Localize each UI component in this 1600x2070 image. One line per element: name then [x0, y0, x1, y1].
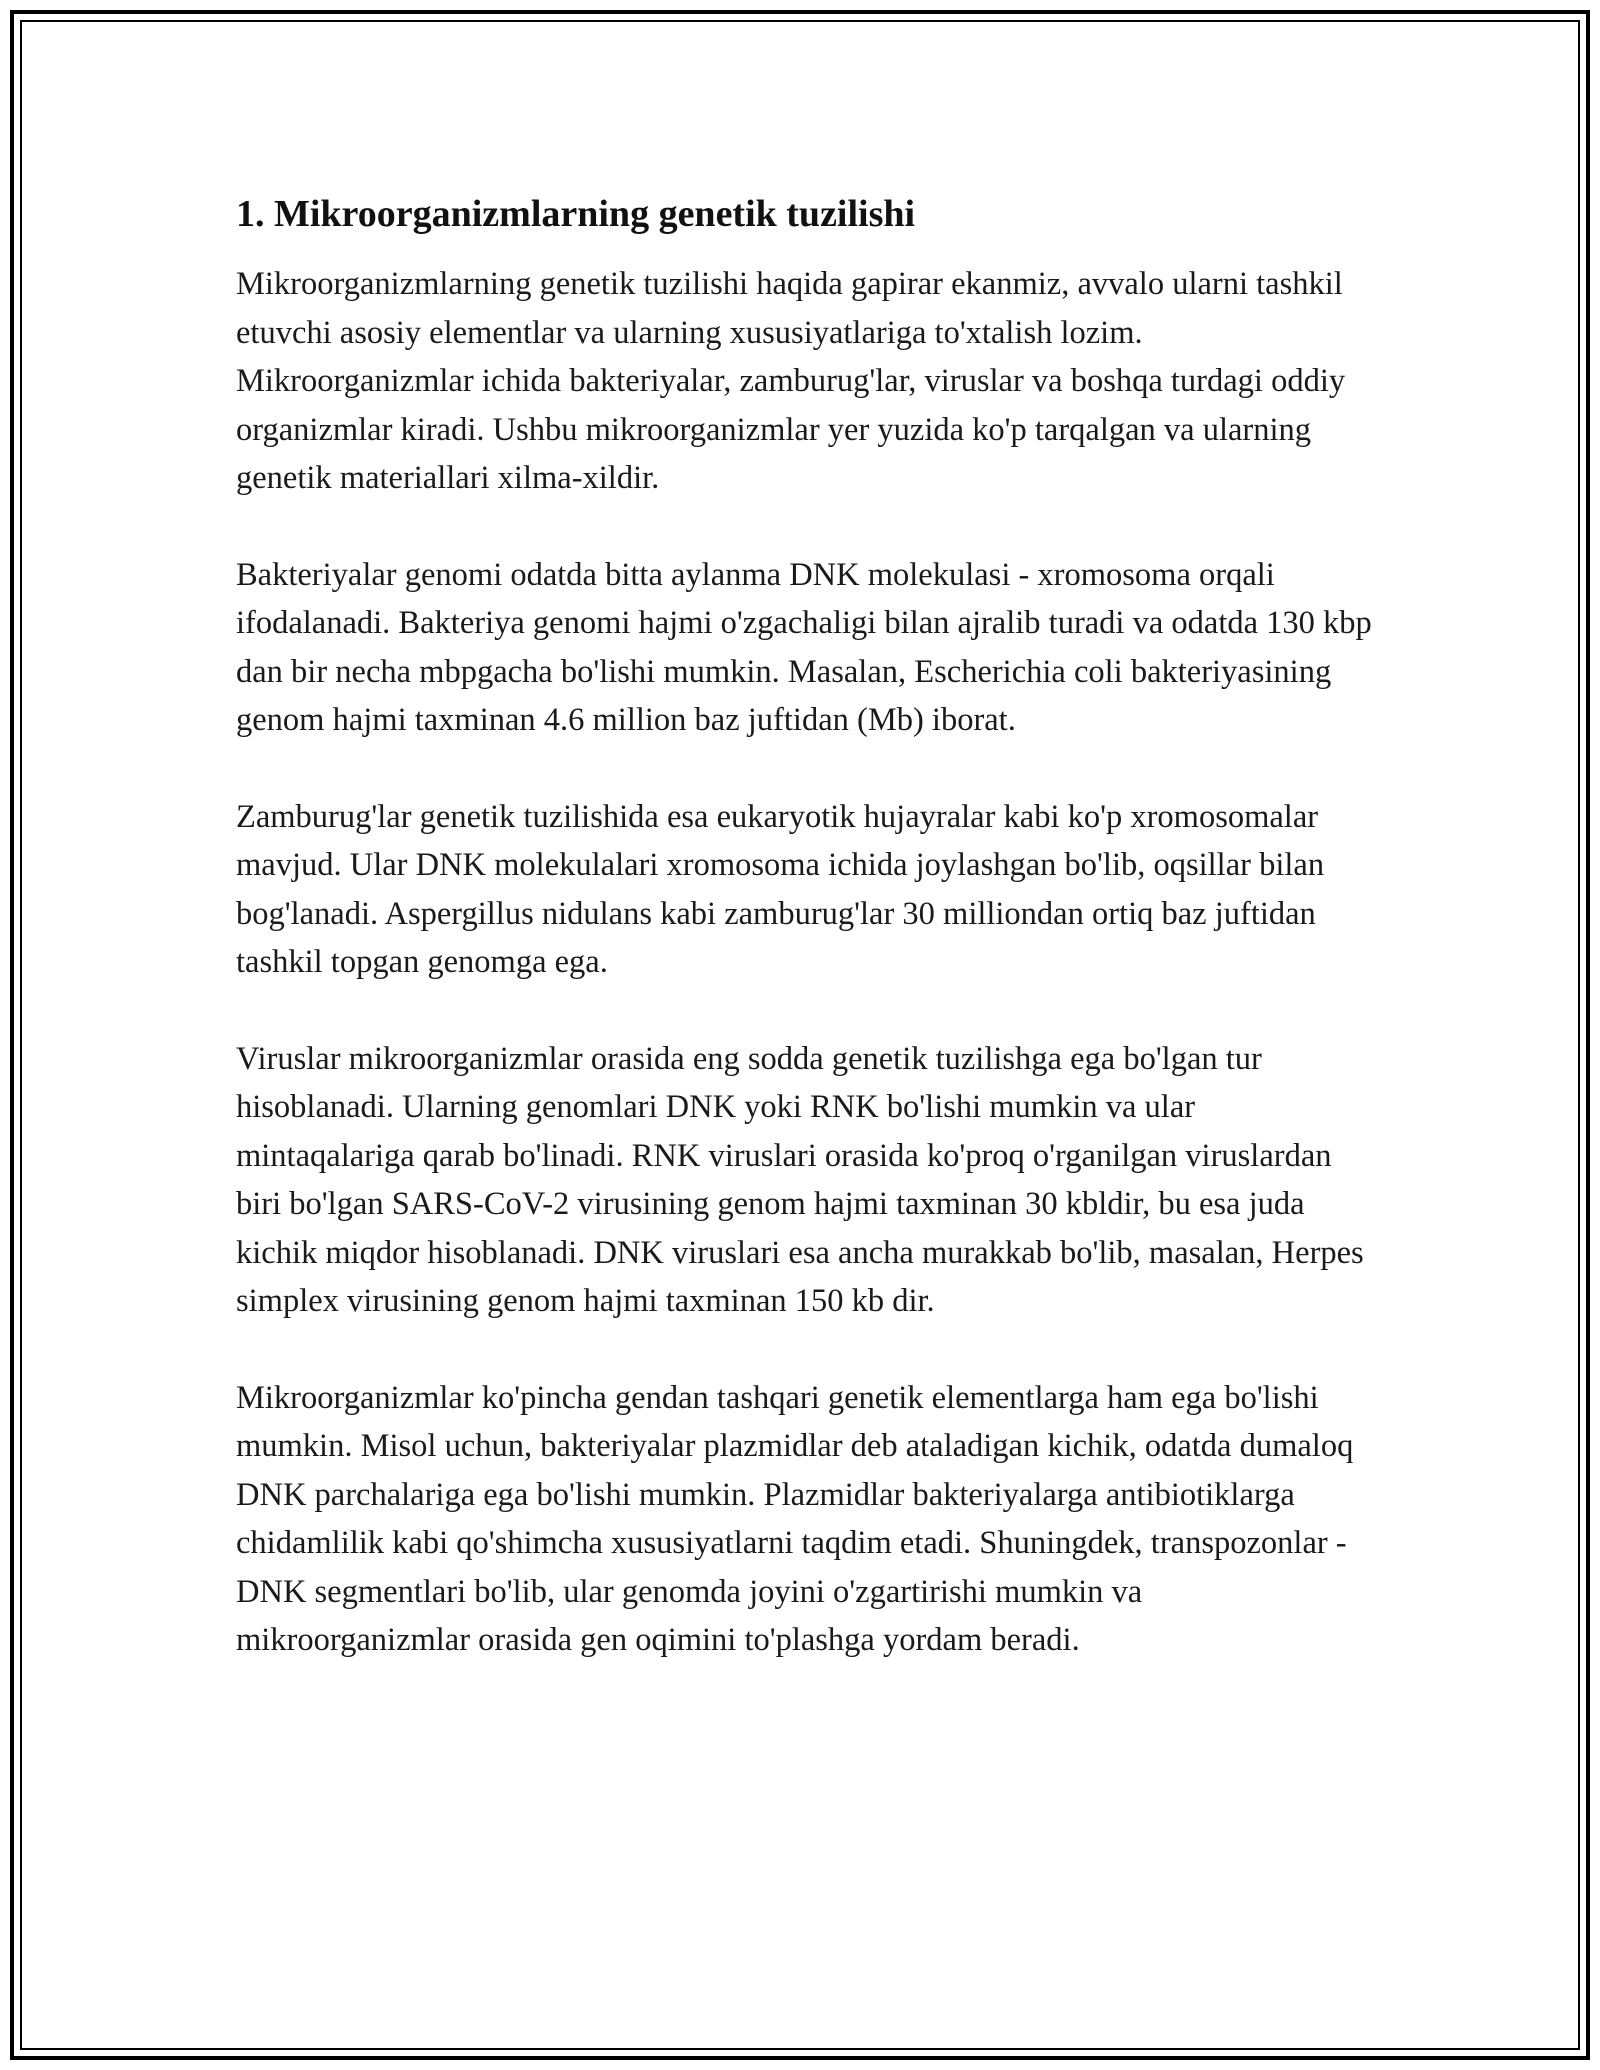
- paragraph-viruses: Viruslar mikroorganizmlar orasida eng sodda genetik tuzilishga ega bo'lgan tur hisoblanadi. Ularning genomlari DNK yoki RNK bo'lishi mumkin va ular mintaqalariga qarab bo'linadi. RNK viruslari orasida ko'proq o'rganilgan viruslardan biri bo'lgan SARS-CoV-2 virusining genom hajmi taxminan 30 kbldir, bu esa juda kichik miqdor hisoblanadi. DNK viruslari esa ancha murakkab bo'lib, masalan, Herpes simplex virusining genom hajmi taxminan 150 kb dir.: [236, 1040, 1364, 1319]
- section-heading: 1. Mikroorganizmlarning genetik tuzilishi: [236, 193, 916, 235]
- paragraph-extrachromosomal: Mikroorganizmlar ko'pincha gendan tashqari genetik elementlarga ham ega bo'lishi mumkin. Misol uchun, bakteriyalar plazmidlar deb ataladigan kichik, odatda dumaloq DNK parchalariga ega bo'lishi mumkin. Plazmidlar bakteriyalarga antibiotiklarga chidamlilik kabi qo'shimcha xususiyatlarni taqdim etadi. Shuningdek, transpozonlar - DNK segmentlari bo'lib, ular genomda joyini o'zgartirishi mumkin va mikroorganizmlar orasida gen oqimini to'plashga yordam beradi.: [236, 1379, 1354, 1658]
- paragraph-bacteria: Bakteriyalar genomi odatda bitta aylanma DNK molekulasi - xromosoma orqali ifodalanadi. Bakteriya genomi hajmi o'zgachaligi bilan ajralib turadi va odatda 130 kbp dan bir necha mbpgacha bo'lishi mumkin. Masalan, Escherichia coli bakteriyasining genom hajmi taxminan 4.6 million baz juftidan (Mb) iborat.: [236, 556, 1372, 738]
- paragraph-fungi: Zamburug'lar genetik tuzilishida esa eukaryotik hujayralar kabi ko'p xromosomalar mavjud. Ular DNK molekulalari xromosoma ichida joylashgan bo'lib, oqsillar bilan bog'lanadi. Aspergillus nidulans kabi zamburug'lar 30 milliondan ortiq baz juftidan tashkil topgan genomga ega.: [236, 798, 1325, 980]
- document-body: [236, 186, 1376, 1713]
- paragraph-intro: Mikroorganizmlarning genetik tuzilishi haqida gapirar ekanmiz, avvalo ularni tashkil etuvchi asosiy elementlar va ularning xususiyatlariga to'xtalish lozim. Mikroorganizmlar ichida bakteriyalar, zamburug'lar, viruslar va boshqa turdagi oddiy organizmlar kiradi. Ushbu mikroorganizmlar yer yuzida ko'p tarqalgan va ularning genetik materiallari xilma-xildir.: [236, 266, 1346, 496]
